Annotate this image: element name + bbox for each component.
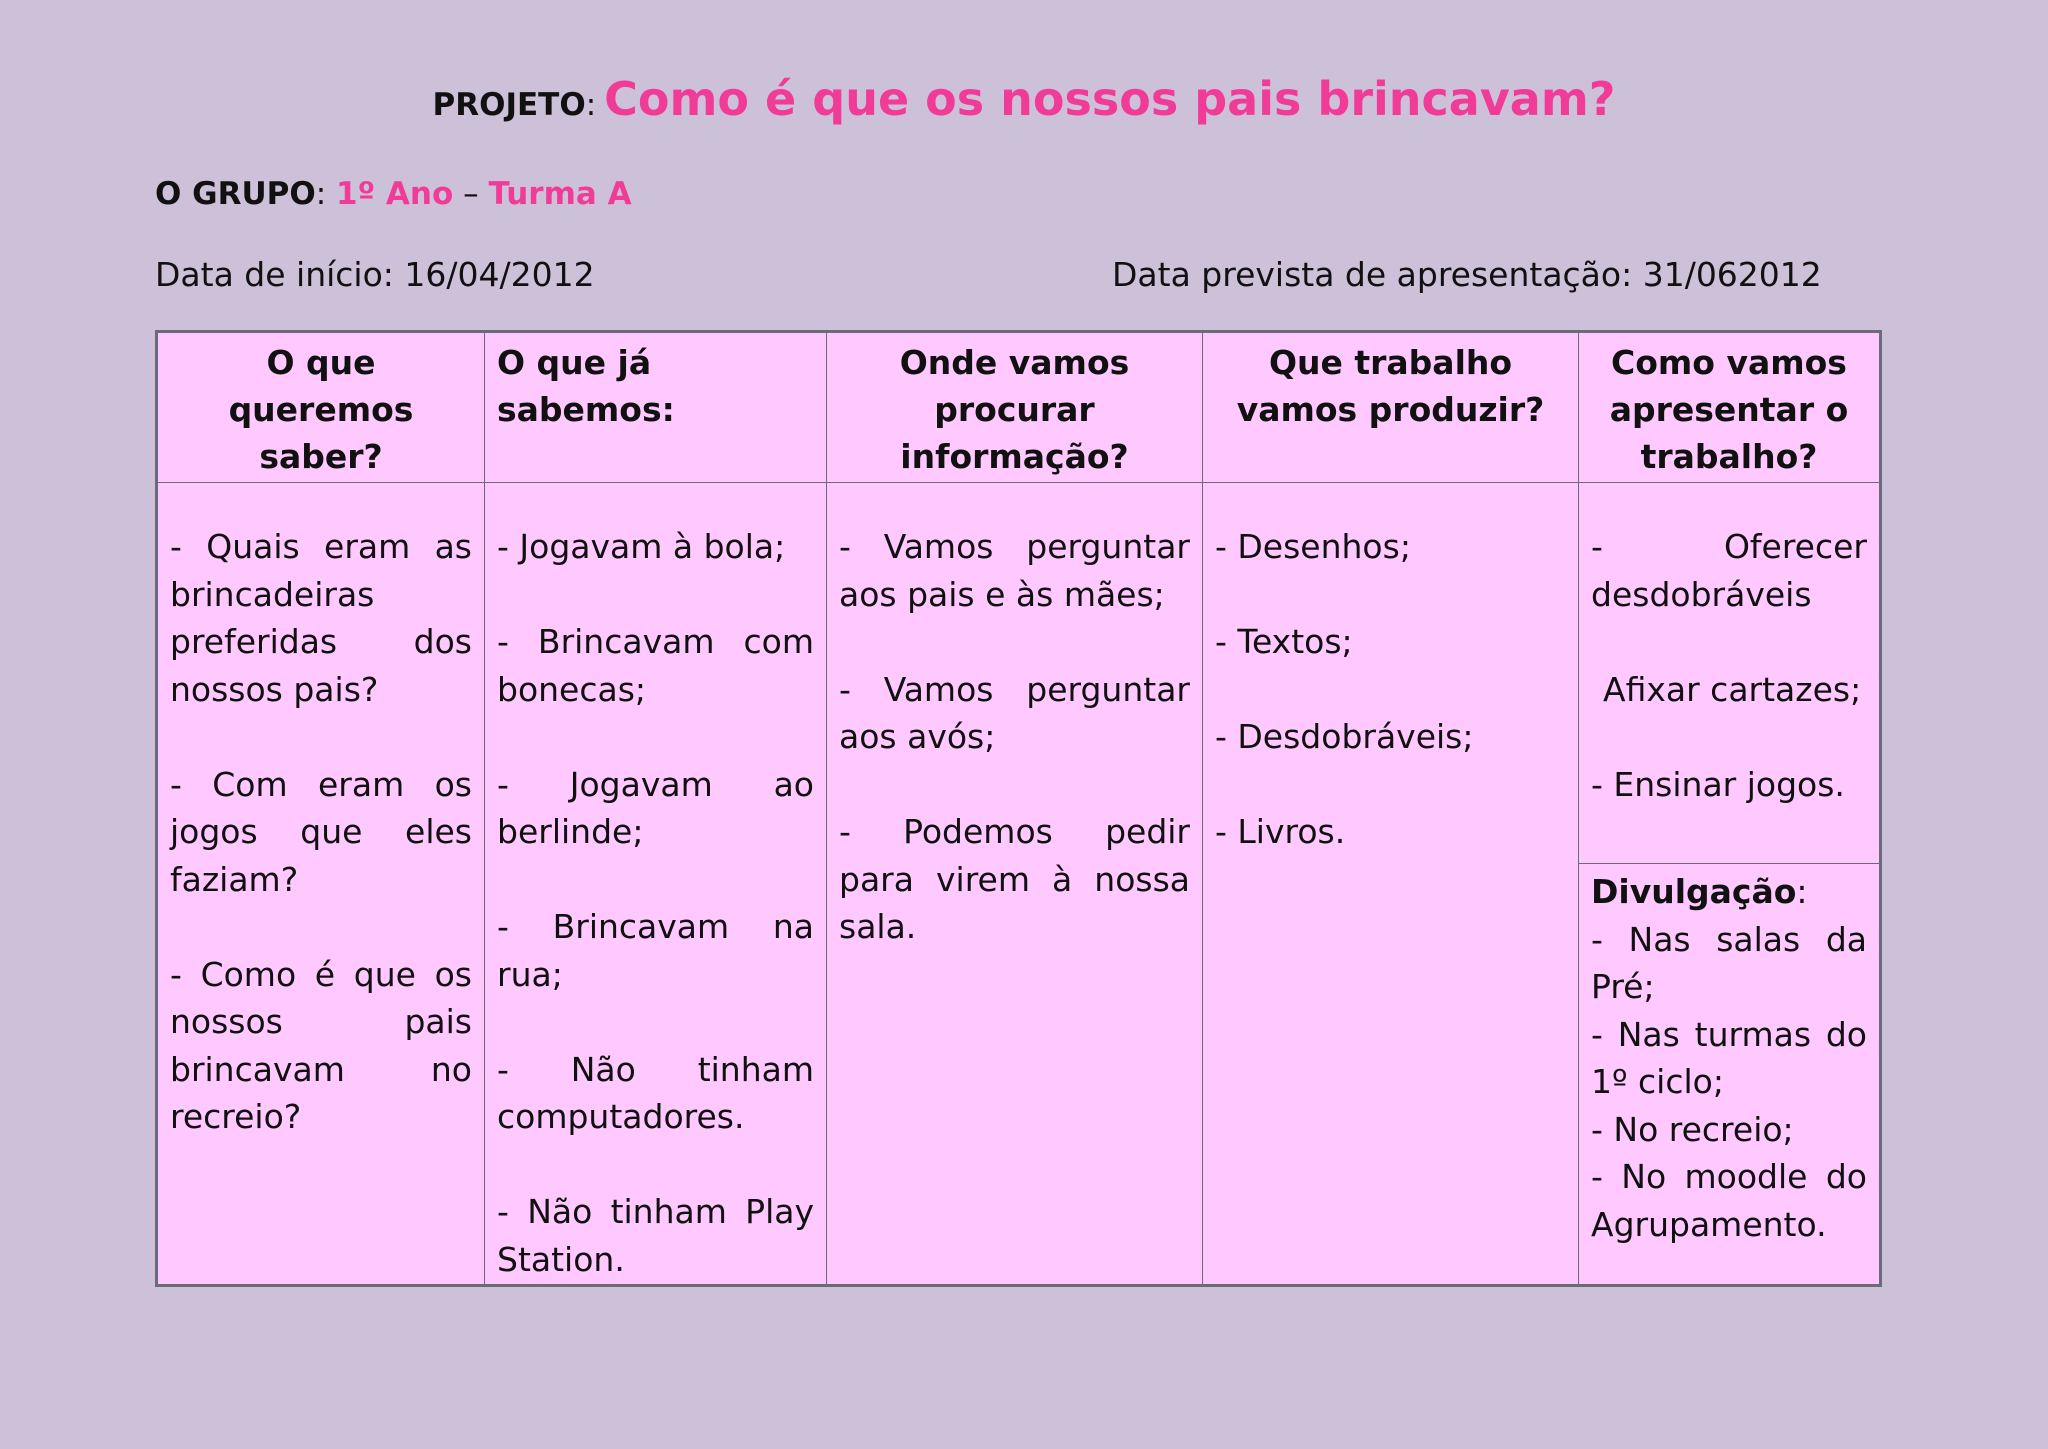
list-item: - Brincavam na rua; (497, 907, 814, 994)
list-item: - Podemos pedir para virem à nossa sala. (839, 812, 1190, 946)
presentation-date: Data prevista de apresentação: 31/062012 (1112, 255, 1822, 294)
list-item: - Desenhos; (1215, 527, 1411, 566)
group-class: Turma A (488, 176, 632, 212)
list-item: - Vamos perguntar aos pais e às mães; (839, 527, 1190, 614)
list-item: - Vamos perguntar aos avós; (839, 669, 1190, 756)
project-title: Como é que os nossos pais brincavam? (604, 72, 1616, 126)
group-year: 1º Ano (336, 176, 454, 212)
group-label: O GRUPO (155, 176, 316, 212)
col-want-to-know (157, 483, 485, 1286)
project-label: PROJETO (432, 87, 586, 123)
list-item: - Jogavam à bola; (497, 527, 786, 566)
table-header-row (157, 332, 1881, 483)
header-want-to-know: O que queremos saber? (157, 332, 485, 483)
list-item: - Não tinham computadores. (497, 1049, 814, 1136)
col-where-to-search (827, 483, 1203, 1286)
col-how-to-present (1579, 483, 1881, 864)
list-item: - Não tinham Play Station. (497, 1192, 814, 1279)
header-already-know: O que já sabemos: (485, 332, 827, 483)
table-row (157, 483, 1881, 864)
list-item: - Livros. (1215, 812, 1346, 851)
list-item: - Nas turmas do 1º ciclo; (1591, 1014, 1867, 1101)
list-item: - No moodle do Agrupamento. (1591, 1157, 1867, 1244)
list-item: - Quais eram as brincadeiras preferidas dos nossos pais? (170, 527, 472, 709)
col-already-know (485, 483, 827, 1286)
header-where-to-search: Onde vamos procurar informação? (827, 332, 1203, 483)
header-how-to-present: Como vamos apresentar o trabalho? (1579, 332, 1881, 483)
list-item: - Desdobráveis; (1215, 717, 1474, 756)
group-line (155, 176, 632, 212)
list-item: - Jogavam ao berlinde; (497, 764, 814, 851)
group-dash: – (453, 176, 489, 212)
project-table (155, 330, 1882, 1287)
list-item: - Brincavam com bonecas; (497, 622, 814, 709)
list-item: Afixar cartazes; (1603, 669, 1862, 709)
list-item: - Ensinar jogos. (1591, 764, 1845, 804)
list-item: - Com eram os jogos que eles faziam? (170, 764, 472, 899)
list-item: - Como é que os nossos pais brincavam no recreio? (170, 954, 472, 1136)
divulgacao-colon: : (1796, 872, 1808, 911)
divulgacao-heading: Divulgação (1591, 872, 1797, 911)
list-item: - Textos; (1215, 622, 1353, 661)
list-item: - Nas salas da Pré; (1591, 919, 1867, 1006)
divulgacao-cell (1579, 864, 1881, 1286)
list-item: - Oferecer desdobráveis (1591, 527, 1867, 614)
page-title (0, 72, 2048, 126)
start-date: Data de início: 16/04/2012 (155, 255, 595, 294)
list-item: - No recreio; (1591, 1109, 1794, 1149)
group-colon: : (315, 176, 337, 212)
col-work-to-produce (1203, 483, 1579, 1286)
header-work-to-produce: Que trabalho vamos produzir? (1203, 332, 1579, 483)
project-colon: : (585, 87, 597, 123)
